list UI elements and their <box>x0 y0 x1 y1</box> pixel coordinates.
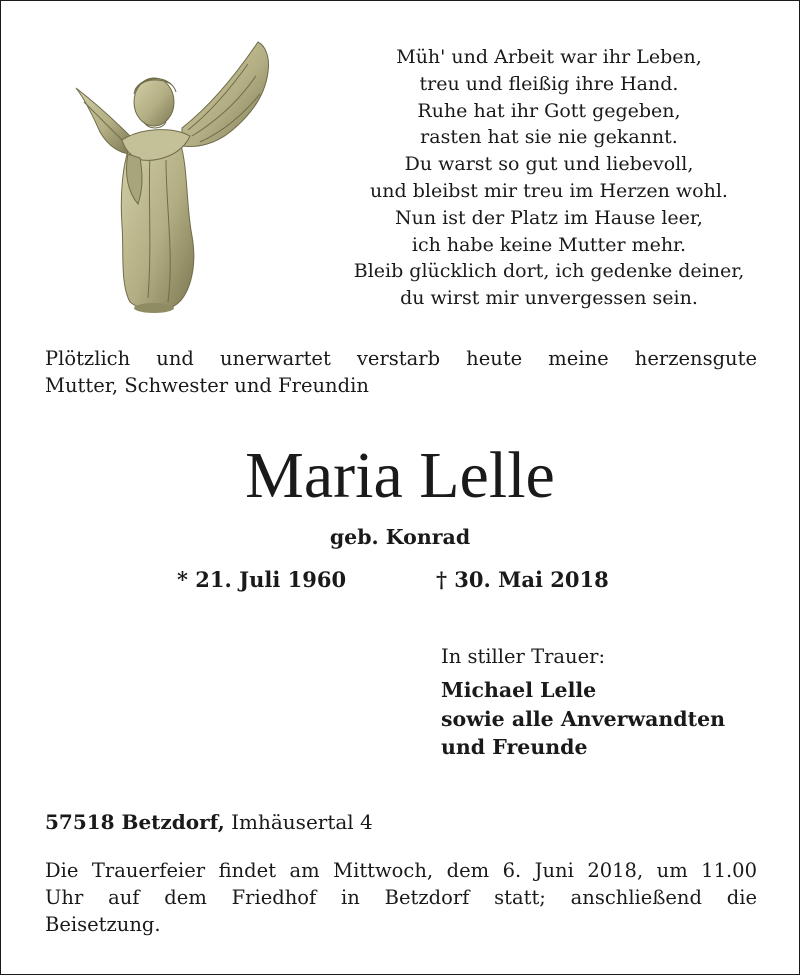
funeral-info <box>45 857 757 938</box>
poem-line: Müh' und Arbeit war ihr Leben, <box>396 46 702 68</box>
mourner-name: Michael Lelle <box>441 678 597 702</box>
birth-date: * 21. Juli 1960 <box>177 567 347 592</box>
poem <box>310 44 788 312</box>
poem-line: ich habe keine Mutter mehr. <box>411 233 687 256</box>
mourning-label: In stiller Trauer: <box>441 645 606 668</box>
announcement-line-2: Mutter, Schwester und Freundin <box>45 374 369 397</box>
funeral-line-3: Beisetzung. <box>45 913 161 936</box>
poem-line: treu und fleißig ihre Hand. <box>419 72 679 95</box>
poem-line: Ruhe hat ihr Gott gegeben, <box>417 99 681 122</box>
announcement-line-1: Plötzlich und unerwartet verstarb heute meine herzensgute <box>45 347 757 370</box>
address-street: Imhäusertal 4 <box>231 810 373 834</box>
address <box>45 808 373 836</box>
funeral-line-2: Uhr auf dem Friedhof in Betzdorf statt; anschließend die <box>45 886 757 909</box>
mourners-list <box>441 676 725 762</box>
mourner-name: sowie alle Anverwandten <box>441 706 726 731</box>
poem-line: du wirst mir unvergessen sein. <box>400 287 698 310</box>
maiden-name: geb. Konrad <box>329 525 471 549</box>
address-city: 57518 Betzdorf, <box>45 810 225 834</box>
death-date: † 30. Mai 2018 <box>436 567 609 592</box>
poem-line: Nun ist der Platz im Hause leer, <box>395 206 703 229</box>
poem-line: Du warst so gut und liebevoll, <box>404 153 694 176</box>
poem-line: Bleib glücklich dort, ich gedenke deiner, <box>353 260 745 283</box>
funeral-line-1: Die Trauerfeier findet am Mittwoch, dem 6. Juni 2018, um 11.00 <box>45 859 757 882</box>
announcement-text <box>45 345 757 399</box>
mourner-name: und Freunde <box>441 735 588 759</box>
angel-statue-image <box>70 36 275 321</box>
poem-line: und bleibst mir treu im Herzen wohl. <box>370 179 728 202</box>
deceased-name: Maria Lelle <box>245 439 555 512</box>
poem-line: rasten hat sie nie gekannt. <box>420 126 678 149</box>
